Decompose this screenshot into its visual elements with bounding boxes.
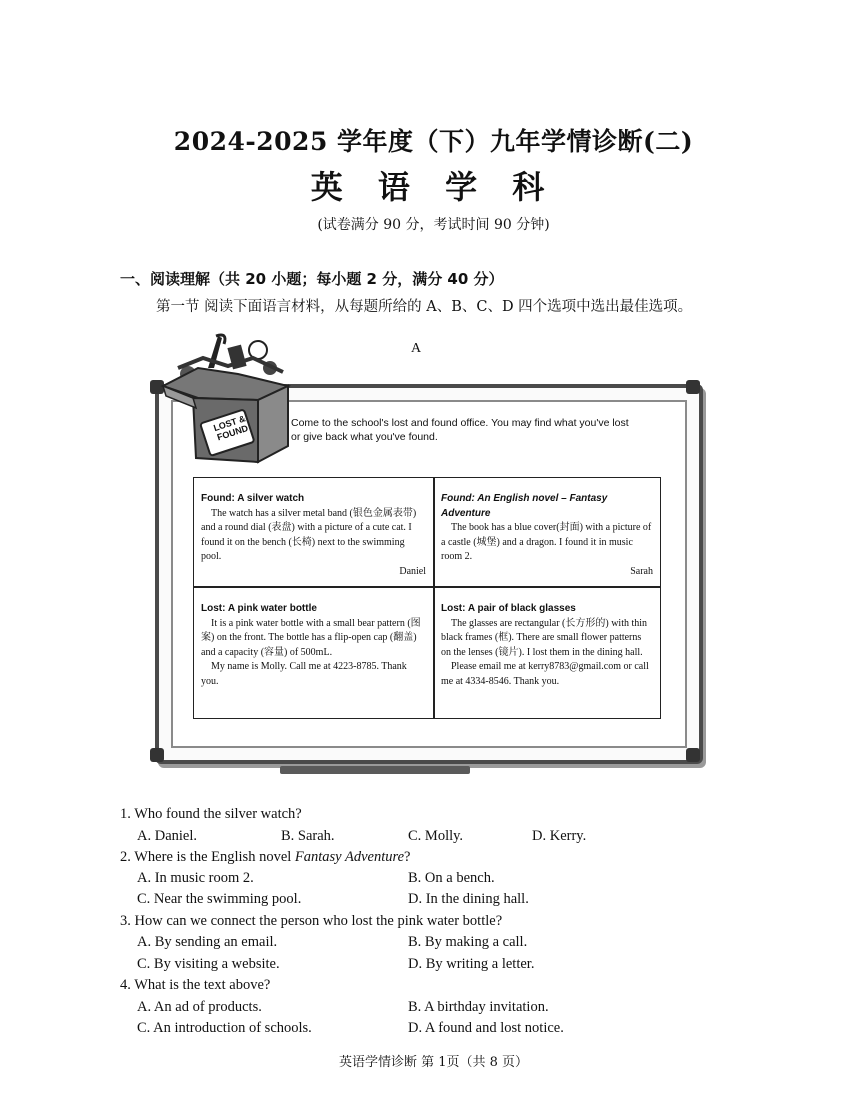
notice-intro xyxy=(291,416,671,444)
question-3-option-a: A. By sending an email. xyxy=(137,934,278,950)
notice-signature: Daniel xyxy=(399,565,426,577)
page-footer: 英语学情诊断 第 1页（共 8 页） xyxy=(338,1055,529,1070)
notice-silver-watch xyxy=(194,488,433,583)
question-2-novel-title: Fantasy Adventure xyxy=(294,849,405,865)
question-1-option-a: A. Daniel. xyxy=(137,828,197,844)
notice-english-novel xyxy=(434,488,660,583)
notice-body: It is a pink water bottle with a small bear pattern (图案) on the front. The bottle has a flip-open cap (翻盖) and a capacity (容量) of 500mL. xyxy=(201,617,421,658)
notice-body: The watch has a silver metal band (银色金属表带) and a round dial (表盘) with a picture of a cute cat. I found it on the bench (长椅) next to the swimming pool. xyxy=(201,507,417,562)
passage-label: A xyxy=(411,341,422,356)
question-3-stem: 3. How can we connect the person who lost the pink water bottle? xyxy=(120,913,503,929)
grid-divider xyxy=(194,586,660,588)
board-corner xyxy=(150,748,164,762)
notice-contact: My name is Molly. Call me at 4223-8785. Thank you. xyxy=(201,661,407,687)
notice-body: The glasses are rectangular (长方形的) with thin black frames (框). There are small flower patterns on the lenses (镜片). I lost them in the dining hall. xyxy=(441,617,648,658)
question-3-option-b: B. By making a call. xyxy=(408,934,528,950)
question-2-option-d: D. In the dining hall. xyxy=(408,891,529,907)
marker-tray xyxy=(280,766,470,774)
notice-black-glasses xyxy=(434,598,660,693)
question-1-stem: 1. Who found the silver watch? xyxy=(120,806,302,822)
exam-title: 2024-2025 学年度（下）九年学情诊断(二) xyxy=(173,127,694,156)
notice-title: Lost: A pink water bottle xyxy=(201,603,317,614)
board-corner xyxy=(686,748,700,762)
question-2-option-c: C. Near the swimming pool. xyxy=(137,891,302,907)
question-4-option-a: A. An ad of products. xyxy=(137,999,262,1015)
question-4-option-b: B. A birthday invitation. xyxy=(408,999,549,1015)
question-1-option-d: D. Kerry. xyxy=(532,828,587,844)
notice-pink-bottle xyxy=(194,598,433,693)
notice-title: Found: A silver watch xyxy=(201,493,305,504)
question-2-stem-end: ? xyxy=(404,849,411,865)
box-label: LOST & FOUND xyxy=(212,413,250,443)
question-4-option-d: D. A found and lost notice. xyxy=(408,1020,564,1036)
lost-and-found-box-icon xyxy=(158,328,298,466)
notice-intro-line: Come to the school's lost and found office. You may find what you've lost xyxy=(291,417,629,429)
question-3-option-d: D. By writing a letter. xyxy=(408,956,535,972)
section-heading: 一、阅读理解（共 20 小题；每小题 2 分，满分 40 分） xyxy=(120,270,504,288)
notice-signature: Sarah xyxy=(630,565,653,577)
notice-intro-line: or give back what you've found. xyxy=(291,431,438,443)
score-time-note: (试卷满分 90 分，考试时间 90 分钟) xyxy=(317,217,550,233)
section-instruction: 第一节 阅读下面语言材料，从每题所给的 A、B、C、D 四个选项中选出最佳选项。 xyxy=(156,299,693,315)
subject-title: 英 语 学 科 xyxy=(310,168,557,206)
question-3-option-c: C. By visiting a website. xyxy=(137,956,280,972)
notice-title: Found: An English novel – Fantasy Adventure xyxy=(441,493,608,519)
question-2-option-b: B. On a bench. xyxy=(408,870,495,886)
notice-body: The book has a blue cover(封面) with a picture of a castle (城堡) and a dragon. I found it in music room 2. xyxy=(441,522,652,562)
question-2-stem xyxy=(120,849,410,866)
question-4-option-c: C. An introduction of schools. xyxy=(137,1020,312,1036)
board-corner xyxy=(686,380,700,394)
question-4-stem: 4. What is the text above? xyxy=(120,977,271,993)
question-2-option-a: A. In music room 2. xyxy=(137,870,254,886)
question-1-option-c: C. Molly. xyxy=(408,828,464,844)
question-2-stem-text: 2. Where is the English novel xyxy=(120,849,295,865)
notice-contact: Please email me at kerry8783@gmail.com or call me at 4334-8546. Thank you. xyxy=(441,661,649,687)
question-1-option-b: B. Sarah. xyxy=(281,828,335,844)
notice-grid xyxy=(193,477,661,719)
notice-title: Lost: A pair of black glasses xyxy=(441,603,576,614)
